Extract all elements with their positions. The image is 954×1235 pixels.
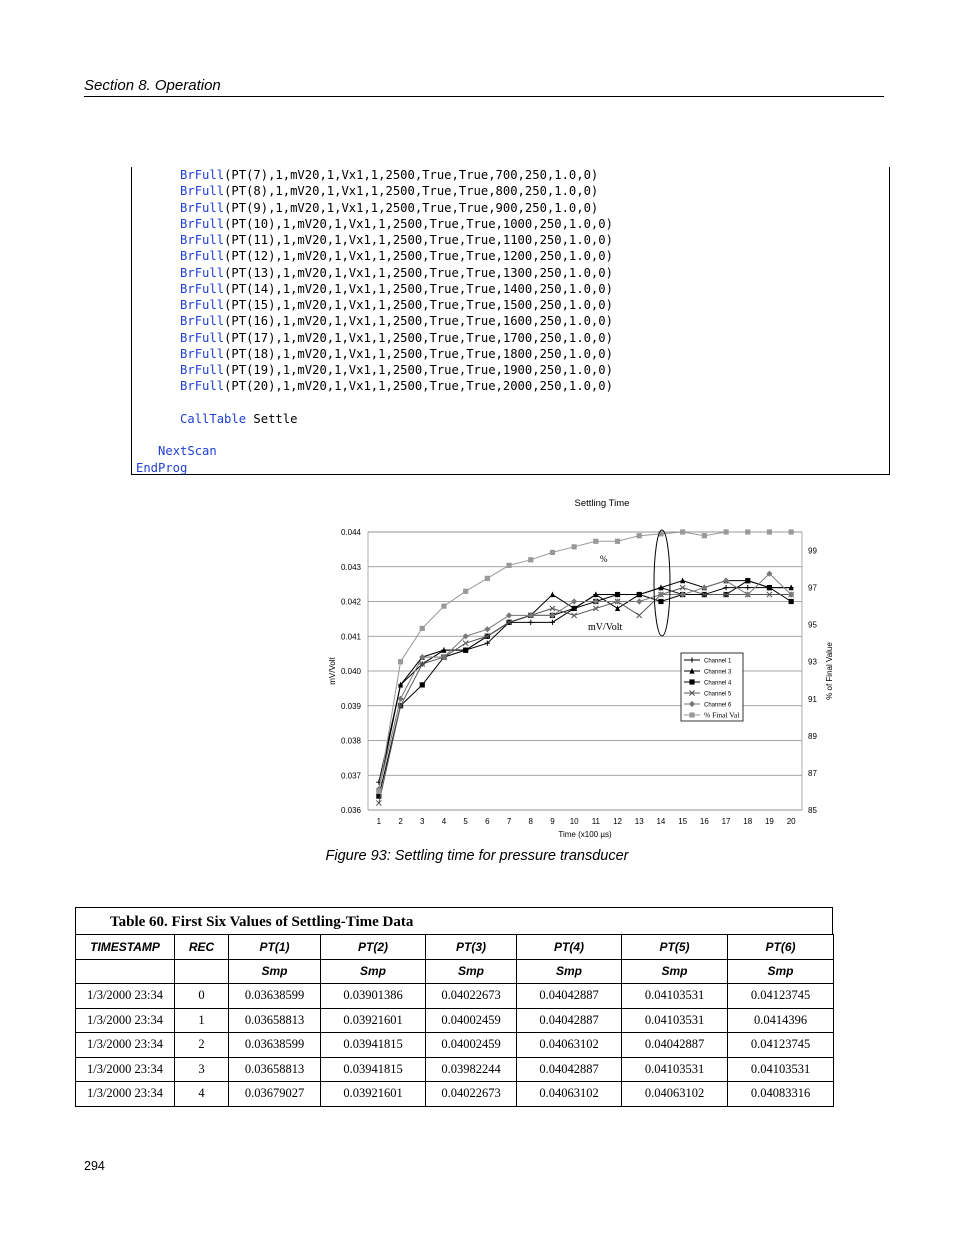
chart-title: Settling Time — [574, 498, 630, 509]
column-unit: Smp — [229, 959, 321, 984]
x-tick-label: 8 — [528, 817, 533, 826]
column-unit: Smp — [321, 959, 426, 984]
column-header: PT(1) — [229, 935, 321, 960]
legend-label: Channel 6 — [704, 702, 732, 709]
x-tick-label: 17 — [721, 817, 731, 826]
code-line — [136, 216, 613, 232]
y2-tick-label: 85 — [808, 806, 817, 815]
code-line — [136, 167, 598, 183]
table-cell: 0.03638599 — [229, 984, 321, 1009]
code-keyword: NextScan — [158, 444, 217, 459]
table-cell: 0.04022673 — [426, 984, 517, 1009]
table-row — [76, 984, 834, 1009]
y2-tick-label: 91 — [808, 694, 817, 704]
table-cell: 0.04063102 — [517, 1033, 622, 1058]
table-cell: 0.04042887 — [517, 984, 622, 1009]
legend-label: Channel 3 — [704, 669, 732, 676]
x-tick-label: 20 — [786, 817, 796, 826]
x-tick-label: 2 — [398, 817, 403, 826]
code-args: (PT(19),1,mV20,1,Vx1,1,2500,True,True,1900,250,1.0,0) — [224, 363, 613, 377]
table-cell: 0.04022673 — [426, 1082, 517, 1107]
data-point — [420, 626, 425, 631]
code-line — [136, 297, 613, 313]
table-cell: 0.04103531 — [728, 1057, 834, 1082]
code-keyword: BrFull — [180, 200, 225, 215]
y-tick-label: 0.041 — [340, 632, 361, 642]
data-point — [789, 529, 794, 534]
code-keyword: BrFull — [180, 249, 225, 264]
data-point — [463, 589, 468, 594]
data-point — [593, 539, 598, 544]
column-unit — [76, 959, 175, 984]
code-args: Settle — [246, 411, 298, 426]
x-tick-label: 19 — [764, 817, 774, 826]
column-header: PT(4) — [517, 935, 622, 960]
x-tick-label: 16 — [699, 817, 709, 826]
table-cell: 0 — [175, 984, 229, 1009]
code-args: (PT(20),1,mV20,1,Vx1,1,2500,True,True,2000,250,1.0,0) — [224, 379, 613, 394]
code-keyword: BrFull — [180, 314, 225, 329]
table-cell: 0.03921601 — [321, 1008, 426, 1033]
x-tick-label: 3 — [420, 817, 425, 826]
data-point — [767, 529, 772, 534]
table-units-row — [76, 959, 834, 984]
data-point — [637, 592, 642, 597]
data-point — [398, 659, 403, 664]
section-header: Section 8. Operation — [84, 77, 221, 94]
code-args: (PT(12),1,mV20,1,Vx1,1,2500,True,True,1200,250,1.0,0) — [224, 249, 613, 264]
page-number: 294 — [84, 1159, 105, 1173]
annotation-mvvolt: mV/Volt — [588, 622, 623, 633]
table-cell: 0.03901386 — [321, 984, 426, 1009]
code-keyword: BrFull — [180, 216, 225, 231]
table-cell: 0.04042887 — [517, 1008, 622, 1033]
table-cell: 0.04002459 — [426, 1033, 517, 1058]
data-point — [572, 606, 577, 611]
table-cell: 0.03679027 — [229, 1082, 321, 1107]
table-cell: 1/3/2000 23:34 — [76, 1057, 175, 1082]
code-line — [136, 443, 217, 459]
code-line — [136, 313, 613, 329]
legend-marker — [689, 712, 694, 717]
x-tick-label: 10 — [569, 817, 579, 826]
code-line — [136, 330, 613, 346]
table-title: Table 60. First Six Values of Settling-Time Data — [75, 907, 833, 934]
data-point — [789, 599, 794, 604]
code-keyword: BrFull — [180, 281, 225, 296]
column-header: PT(3) — [426, 935, 517, 960]
code-args: (PT(18),1,mV20,1,Vx1,1,2500,True,True,1800,250,1.0,0) — [224, 346, 613, 361]
x-tick-label: 9 — [550, 817, 555, 826]
table-cell: 0.03982244 — [426, 1057, 517, 1082]
data-point — [550, 550, 555, 555]
y-tick-label: 0.044 — [340, 528, 361, 537]
table-cell: 0.03941815 — [321, 1057, 426, 1082]
data-point — [528, 557, 533, 562]
table-cell: 1/3/2000 23:34 — [76, 984, 175, 1009]
data-point — [637, 533, 642, 538]
x-tick-label: 7 — [506, 817, 512, 826]
code-args: (PT(15),1,mV20,1,Vx1,1,2500,True,True,1500,250,1.0,0) — [224, 298, 613, 312]
data-point — [767, 585, 772, 590]
data-point — [723, 529, 728, 534]
settling-data-table — [75, 907, 833, 1107]
table-cell: 0.03921601 — [321, 1082, 426, 1107]
code-keyword: BrFull — [180, 168, 225, 182]
x-tick-label: 12 — [613, 817, 623, 826]
code-line — [136, 460, 187, 476]
code-keyword: BrFull — [180, 184, 225, 199]
x-tick-label: 15 — [678, 817, 688, 826]
y2-tick-label: 93 — [808, 657, 817, 667]
column-header: PT(2) — [321, 935, 426, 960]
code-keyword: BrFull — [180, 330, 225, 345]
code-keyword: BrFull — [180, 298, 225, 312]
data-point — [615, 592, 620, 597]
y2-tick-label: 89 — [808, 731, 817, 741]
table-cell: 0.03658813 — [229, 1057, 321, 1082]
y-tick-label: 0.042 — [340, 597, 361, 607]
y-axis-label: mV/Volt — [328, 657, 337, 685]
table-cell: 0.04083316 — [728, 1082, 834, 1107]
table-row — [76, 1033, 834, 1058]
y-tick-label: 0.037 — [340, 771, 361, 781]
code-line — [136, 265, 613, 281]
table-cell: 1/3/2000 23:34 — [76, 1033, 175, 1058]
code-args: (PT(11),1,mV20,1,Vx1,1,2500,True,True,1100,250,1.0,0) — [224, 233, 613, 247]
table-cell: 0.04063102 — [622, 1082, 728, 1107]
annotation-percent: % — [600, 554, 608, 564]
table-row — [76, 1057, 834, 1082]
table-cell: 0.03658813 — [229, 1008, 321, 1033]
table-cell: 0.04123745 — [728, 984, 834, 1009]
y2-tick-label: 95 — [808, 620, 817, 630]
code-keyword: BrFull — [180, 379, 225, 394]
column-header: PT(5) — [622, 935, 728, 960]
y-tick-label: 0.043 — [340, 562, 361, 572]
code-line — [136, 200, 598, 216]
table-cell: 2 — [175, 1033, 229, 1058]
code-keyword: BrFull — [180, 363, 225, 377]
table-cell: 0.03941815 — [321, 1033, 426, 1058]
code-line — [136, 232, 613, 248]
data-point — [745, 578, 750, 583]
table-cell: 4 — [175, 1082, 229, 1107]
table-row — [76, 1008, 834, 1033]
code-args: (PT(13),1,mV20,1,Vx1,1,2500,True,True,1300,250,1.0,0) — [224, 265, 613, 280]
code-line — [136, 183, 598, 199]
x-tick-label: 13 — [634, 817, 644, 826]
y2-axis-label: % of Final Value — [825, 642, 834, 700]
data-point — [463, 648, 468, 653]
header-rule — [84, 96, 884, 97]
settling-time-chart — [320, 492, 840, 844]
table-cell: 1/3/2000 23:34 — [76, 1082, 175, 1107]
y2-tick-label: 99 — [808, 546, 817, 556]
data-point — [506, 563, 511, 568]
data-point — [572, 544, 577, 549]
data-point — [680, 529, 685, 534]
data-point — [745, 529, 750, 534]
code-keyword: CallTable — [180, 411, 247, 426]
code-line — [136, 378, 613, 394]
x-tick-label: 6 — [485, 817, 490, 826]
column-unit — [175, 959, 229, 984]
legend-label: Channel 1 — [704, 658, 732, 665]
y-tick-label: 0.040 — [340, 667, 361, 676]
data-point — [658, 599, 663, 604]
x-axis-label: Time (x100 µs) — [558, 830, 612, 839]
x-tick-label: 11 — [591, 817, 601, 826]
table-cell: 0.04103531 — [622, 1008, 728, 1033]
y-tick-label: 0.039 — [340, 701, 361, 711]
legend-label: Channel 5 — [704, 691, 732, 698]
code-line — [136, 411, 297, 427]
code-line — [136, 281, 613, 297]
data-point — [441, 604, 446, 609]
code-args: (PT(8),1,mV20,1,Vx1,1,2500,True,True,800,250,1.0,0) — [224, 184, 599, 199]
data-point — [485, 576, 490, 581]
code-args: (PT(10),1,mV20,1,Vx1,1,2500,True,True,1000,250,1.0,0) — [224, 216, 613, 231]
code-args: (PT(14),1,mV20,1,Vx1,1,2500,True,True,1400,250,1.0,0) — [224, 281, 613, 296]
table-cell: 0.03638599 — [229, 1033, 321, 1058]
table-cell: 0.04042887 — [517, 1057, 622, 1082]
y2-tick-label: 87 — [808, 768, 817, 778]
table-cell: 3 — [175, 1057, 229, 1082]
code-keyword: BrFull — [180, 233, 225, 247]
code-line — [136, 248, 613, 264]
code-args: (PT(16),1,mV20,1,Vx1,1,2500,True,True,1600,250,1.0,0) — [224, 314, 613, 329]
code-line — [136, 346, 613, 362]
column-header: REC — [175, 935, 229, 960]
figure-caption: Figure 93: Settling time for pressure transducer — [325, 848, 629, 864]
y2-tick-label: 97 — [808, 583, 817, 593]
table-header-row — [76, 935, 834, 960]
code-keyword: BrFull — [180, 265, 225, 280]
code-args: (PT(9),1,mV20,1,Vx1,1,2500,True,True,900,250,1.0,0) — [224, 200, 599, 215]
table-cell: 0.04123745 — [728, 1033, 834, 1058]
code-listing — [131, 167, 890, 475]
table-cell: 0.04063102 — [517, 1082, 622, 1107]
column-unit: Smp — [622, 959, 728, 984]
column-unit: Smp — [517, 959, 622, 984]
code-keyword: BrFull — [180, 346, 225, 361]
column-header: PT(6) — [728, 935, 834, 960]
code-args: (PT(7),1,mV20,1,Vx1,1,2500,True,True,700,250,1.0,0) — [224, 168, 599, 182]
code-keyword: EndProg — [136, 460, 188, 475]
x-tick-label: 14 — [656, 817, 666, 826]
table-cell: 1 — [175, 1008, 229, 1033]
legend-label: Channel 4 — [704, 680, 732, 687]
legend-label: % Final Val — [704, 710, 740, 720]
x-tick-label: 4 — [441, 817, 447, 826]
table-cell: 0.04103531 — [622, 1057, 728, 1082]
data-point — [615, 539, 620, 544]
y-tick-label: 0.036 — [340, 806, 361, 815]
table-cell: 0.04042887 — [622, 1033, 728, 1058]
table-cell: 1/3/2000 23:34 — [76, 1008, 175, 1033]
y-tick-label: 0.038 — [340, 736, 361, 746]
legend-marker — [689, 679, 694, 684]
table-cell: 0.04002459 — [426, 1008, 517, 1033]
code-line — [136, 362, 613, 378]
code-args: (PT(17),1,mV20,1,Vx1,1,2500,True,True,1700,250,1.0,0) — [224, 330, 613, 345]
x-tick-label: 18 — [743, 817, 753, 826]
x-tick-label: 5 — [463, 817, 468, 826]
column-unit: Smp — [426, 959, 517, 984]
column-unit: Smp — [728, 959, 834, 984]
data-point — [376, 789, 381, 794]
data-point — [702, 533, 707, 538]
table-row — [76, 1082, 834, 1107]
table-cell: 0.04103531 — [622, 984, 728, 1009]
column-header: TIMESTAMP — [76, 935, 175, 960]
table-cell: 0.0414396 — [728, 1008, 834, 1033]
data-point — [420, 682, 425, 687]
x-tick-label: 1 — [376, 817, 382, 826]
